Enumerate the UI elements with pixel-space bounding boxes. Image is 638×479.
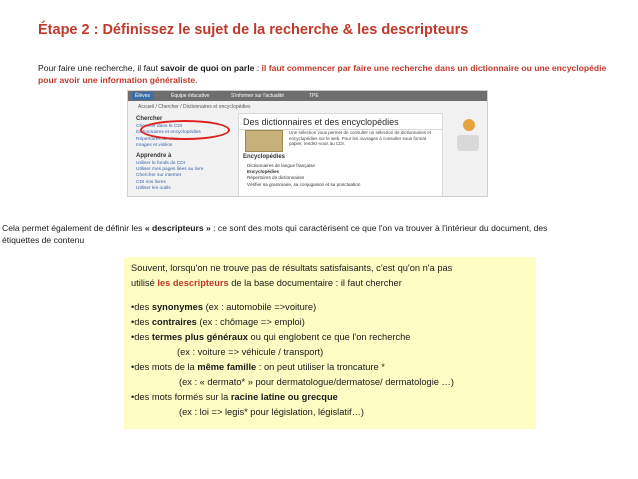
nav-tab-actualite[interactable]: S'informer sur l'actualité bbox=[231, 93, 285, 99]
content-description: Une sélection vous permet de consulter un sélection de dictionnaires et encyclopédies sur le web. Pour les ouvrages à consulter sous format papier, rendez-vous au CDI. bbox=[289, 130, 432, 146]
tip-keyword: termes plus généraux bbox=[151, 332, 248, 342]
sidebar-link[interactable]: Chercher sur internet bbox=[136, 173, 182, 179]
bullet-icon: • bbox=[131, 332, 135, 342]
tip-text: des bbox=[134, 317, 152, 327]
tip-example: (ex : voiture => véhicule / transport) bbox=[177, 347, 324, 357]
sidebar-link[interactable]: CDI nos livres bbox=[136, 179, 166, 185]
tip-text: : on peut utiliser la troncature * bbox=[256, 362, 385, 372]
sidebar-link[interactable]: Chercher dans le CDI bbox=[136, 124, 183, 129]
tip-keyword: racine latine ou grecque bbox=[230, 392, 338, 402]
sidebar-link[interactable]: Utiliser les outils bbox=[136, 186, 171, 192]
para2-keyword: « descripteurs » bbox=[144, 223, 211, 233]
books-thumbnail bbox=[245, 130, 283, 152]
site-content-panel bbox=[238, 113, 443, 197]
intro-paragraph bbox=[38, 62, 618, 86]
bullet-icon: • bbox=[131, 392, 135, 402]
tip-text: (ex : automobile =>voiture) bbox=[203, 302, 317, 312]
intro-text: Pour faire une recherche, il faut bbox=[38, 63, 161, 73]
bullet-icon: • bbox=[131, 317, 135, 327]
tip-contraires bbox=[131, 315, 529, 330]
tip-keyword: contraires bbox=[151, 317, 197, 327]
tip-intro-line1: Souvent, lorsqu'on ne trouve pas de résultats satisfaisants, c'est qu'on n'a pas bbox=[131, 263, 453, 273]
breadcrumb: Accueil / Chercher / Dictionnaires et encyclopédies bbox=[138, 104, 251, 110]
tip-example: (ex : « dermato* » pour dermatologue/dermatose/ dermatologie …) bbox=[179, 377, 454, 387]
tip-keyword: synonymes bbox=[151, 302, 203, 312]
tip-meme-famille bbox=[131, 360, 529, 375]
red-highlight-circle bbox=[140, 120, 230, 140]
sidebar-link[interactable]: Utiliser mes pages liées au livre bbox=[136, 167, 204, 173]
nav-tab-tpe[interactable]: TPE bbox=[309, 93, 319, 99]
tips-box bbox=[124, 257, 536, 429]
sidebar-link[interactable]: Utiliser le fonds du CDI bbox=[136, 160, 186, 166]
intro-key-phrase: savoir de quoi on parle bbox=[160, 63, 255, 73]
encyclopedias-heading: Encyclopédies bbox=[243, 154, 286, 160]
intro-period: . bbox=[195, 75, 198, 85]
tip-termes-generaux bbox=[131, 330, 529, 345]
tip-text: des bbox=[134, 332, 152, 342]
tip-synonymes bbox=[131, 300, 529, 315]
tip-keyword: même famille bbox=[197, 362, 257, 372]
orange-circle-shape bbox=[463, 119, 475, 131]
bullet-icon: • bbox=[131, 362, 135, 372]
intro-advice: il faut commencer par faire une recherche dans un dictionnaire ou une encyclopédie pour avoir une information généraliste bbox=[38, 63, 607, 85]
tip-text: utilisé bbox=[131, 278, 158, 288]
tip-example: (ex : loi => legis* pour législation, législatif…) bbox=[179, 407, 364, 417]
tip-text: de la base documentaire : il faut chercher bbox=[228, 278, 402, 288]
sidebar-heading-chercher: Chercher bbox=[136, 116, 163, 122]
para2-text-end: : ce sont des mots qui caractérisent ce que l'on va trouver à l'intérieur du document, des étiquettes de contenu bbox=[2, 223, 548, 245]
content-heading: Des dictionnaires et des encyclopédies bbox=[239, 114, 442, 130]
decorative-graphic bbox=[453, 113, 483, 173]
encyclopedia-link[interactable]: Répertoires de dictionnaires bbox=[247, 175, 305, 181]
descriptors-paragraph bbox=[2, 222, 562, 246]
sidebar-link[interactable]: Images et vidéos bbox=[136, 143, 173, 149]
nav-tab-eleves[interactable]: Élèves bbox=[132, 92, 153, 100]
sidebar-link[interactable]: Dictionnaires et encyclopédies bbox=[136, 130, 201, 136]
encyclopedias-list bbox=[247, 163, 437, 188]
sidebar-heading-apprendre: Apprendre à bbox=[136, 152, 172, 159]
tip-text: ou qui englobent ce que l'on recherche bbox=[247, 332, 411, 342]
grey-block-shape bbox=[457, 135, 479, 151]
nav-tab-equipe[interactable]: Équipe éducative bbox=[171, 93, 210, 99]
intro-colon: : bbox=[254, 63, 262, 73]
tip-text: des mots formés sur la bbox=[134, 392, 231, 402]
tip-text: des bbox=[134, 302, 152, 312]
encyclopedia-link[interactable]: Dictionnaires de langue française bbox=[247, 163, 315, 168]
para2-text: Cela permet également de définir les bbox=[2, 223, 145, 233]
sidebar-link[interactable]: Répertoires de sites bbox=[136, 136, 179, 142]
embedded-website-screenshot bbox=[127, 90, 488, 197]
bullet-icon: • bbox=[131, 302, 135, 312]
encyclopedia-link[interactable]: Vérifier sa grammaire, sa conjugaison et sa ponctuation bbox=[247, 181, 361, 187]
page-title: Étape 2 : Définissez le sujet de la recherche & les descripteurs bbox=[38, 22, 469, 38]
tip-keyword-descripteurs: les descripteurs bbox=[157, 278, 229, 288]
tip-text: (ex : chômage => emploi) bbox=[196, 317, 305, 327]
encyclopedia-link[interactable]: Encyclopédies bbox=[247, 169, 280, 175]
site-navbar bbox=[128, 91, 487, 101]
tip-intro-line2 bbox=[131, 276, 529, 291]
tip-racine bbox=[131, 390, 529, 405]
tip-text: des mots de la bbox=[134, 362, 198, 372]
